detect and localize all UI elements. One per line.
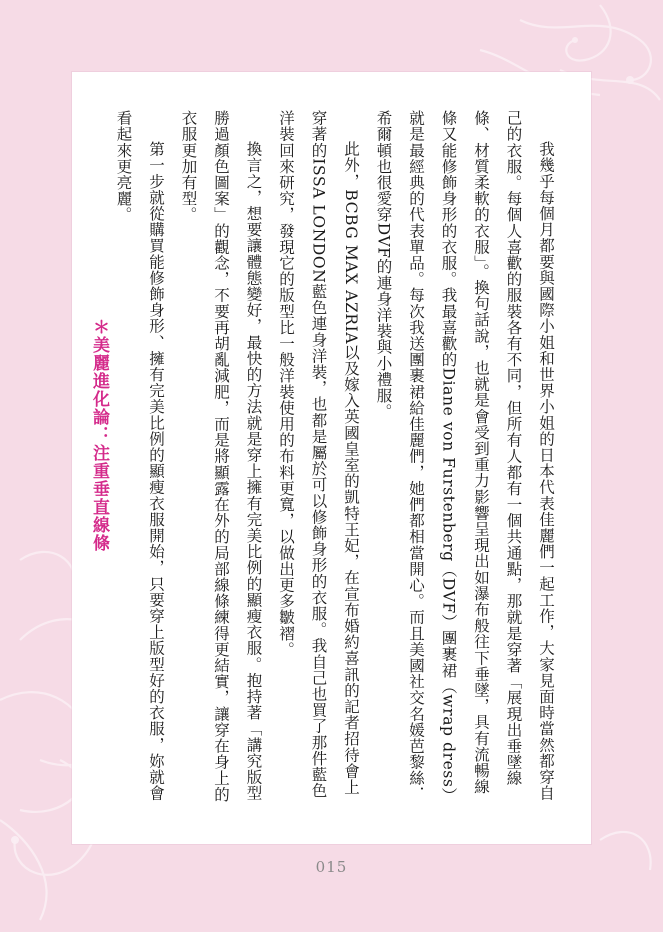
asterisk-icon: ＊ bbox=[89, 318, 109, 336]
paragraph-3: 換言之，想要讓體態變好，最快的方法就是穿上擁有完美比例的顯瘦衣服。抱持著「講究版型勝過顏色圖案」的觀念，不要再胡亂減肥，而是將顯露在外的局部線條練得更結實，讓穿在身上的衣服更加有型。 bbox=[179, 110, 263, 803]
paragraph-1: 我幾乎每個月都要與國際小姐和世界小姐的日本代表佳麗們一起工作，大家見面時當然都穿自己的衣服。每個人喜歡的服裝各有不同，但所有人都有一個共通點，那就是穿著「展現出垂墜線條、材質柔軟的衣服」。換句話說，也就是會受到重力影響呈現出如瀑布般往下垂墜，具有流暢線條又能修飾身形的衣服。我最喜歡的Diane von Furstenberg（DVF）團裹裙（wrap dress）就是最經典的代表單品。每次我送團裹裙給佳麗們，她們都相當開心。而且美國社交名媛芭黎絲．希爾頓也很愛穿DVF的連身洋裝與小禮服。 bbox=[374, 110, 555, 804]
paragraph-4: 第一步就從購買能修飾身形、擁有完美比例的顯瘦衣服開始，只要穿上版型好的衣服，妳就會看起來更亮麗。 bbox=[114, 110, 165, 802]
section-heading bbox=[88, 318, 110, 552]
section-heading-text: 美麗進化論：注重垂直線條 bbox=[89, 336, 109, 552]
page-number: 015 bbox=[315, 858, 348, 876]
body-text bbox=[107, 110, 562, 810]
paragraph-2: 此外，BCBG MAX AZRIA以及嫁入英國皇室的凱特王妃，在宣布婚約喜訊的記者招待會上穿著的ISSA LONDON藍色連身洋裝，也都是屬於可以修飾身形的衣服。我自己也買了那件藍色洋裝回來研究，發現它的版型比一般洋裝使用的布料更寬，以做出更多皺褶。 bbox=[277, 110, 360, 799]
